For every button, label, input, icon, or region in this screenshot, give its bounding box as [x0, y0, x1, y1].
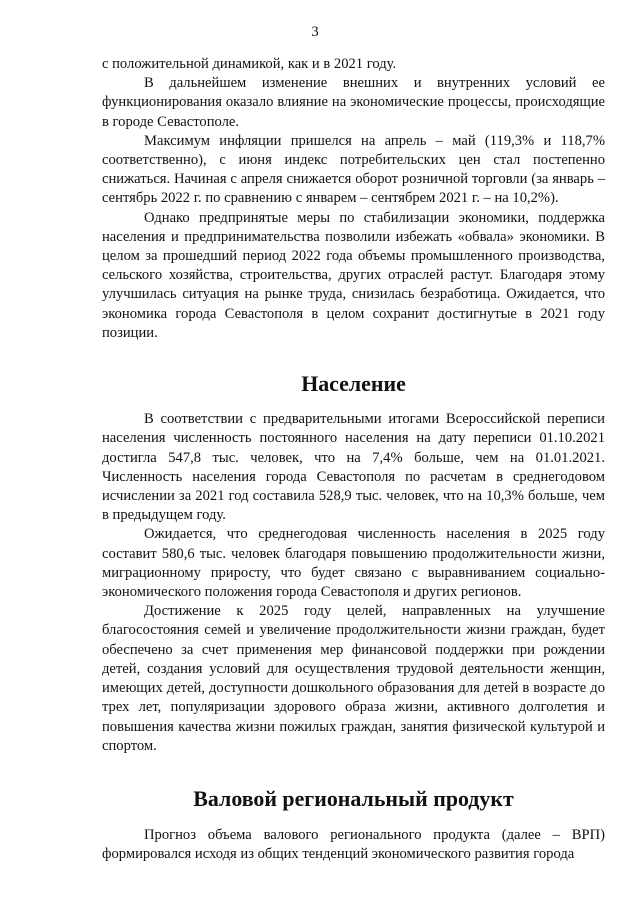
paragraph-population-goals: Достижение к 2025 году целей, направленных на улучшение благосостояния семей и увеличение продолжительности жизни граждан, будет обеспечено за счет применения мер финансовой поддержки при рождении детей, создания условий для осуществления трудовой деятельности женщин, имеющих детей, доступности дошкольного образования для детей в возрасте до трех лет, популяризации здорового образа жизни, активного долголетия и повышения качества жизни пожилых граждан, занятия физической культурой и спортом.: [102, 603, 605, 754]
page-number: 3: [311, 24, 319, 40]
section-heading-grp: Валовой региональный продукт: [193, 785, 514, 811]
section-spacer: [102, 756, 605, 789]
paragraph-continuation: с положительной динамикой, как и в 2021 году.: [102, 56, 397, 72]
paragraph-grp-forecast: Прогноз объема валового регионального продукта (далее – ВРП) формировался исходя из общих тенденций экономического развития города: [102, 827, 605, 863]
document-body: [102, 55, 605, 865]
section-spacer: [102, 343, 605, 374]
paragraph-inflation: Максимум инфляции пришелся на апрель – май (119,3% и 118,7% соответственно), с июня индекс потребительских цен стал постепенно снижаться. Начиная с апреля снижается оборот розничной торговли (за январь – сентябрь 2022 г. по сравнению с январем – сентябрем 2021 г. – на 10,2%).: [102, 132, 605, 207]
paragraph-external-conditions: В дальнейшем изменение внешних и внутренних условий ее функционирования оказало влияние на экономические процессы, происходящие в городе Севастополе.: [102, 75, 605, 130]
paragraph-stabilization: Однако предпринятые меры по стабилизации экономики, поддержка населения и предпринимательства позволили избежать «обвала» экономики. В целом за прошедший период 2022 года объемы промышленного производства, сельского хозяйства, строительства, других отраслей растут. Благодаря этому улучшилась ситуация на рынке труда, снизилась безработица. Ожидается, что экономика города Севастополя в целом сохранит достигнутые в 2021 году позиции.: [102, 209, 605, 341]
section-heading-population: Население: [301, 371, 406, 397]
paragraph-population-forecast: Ожидается, что среднегодовая численность населения в 2025 году составит 580,6 тыс. человек благодаря повышению продолжительности жизни, миграционному приросту, что будет связано с выравниванием социально-экономического положения города Севастополя и других регионов.: [102, 526, 605, 601]
paragraph-census: В соответствии с предварительными итогами Всероссийской переписи населения численность постоянного населения на дату переписи 01.10.2021 достигла 547,8 тыс. человек, что на 7,4% больше, чем на 01.01.2021. Численность населения города Севастополя по расчетам в среднегодовом исчислении за 2021 год составила 528,9 тыс. человек, что на 10,3% больше, чем в предыдущем году.: [102, 411, 605, 524]
